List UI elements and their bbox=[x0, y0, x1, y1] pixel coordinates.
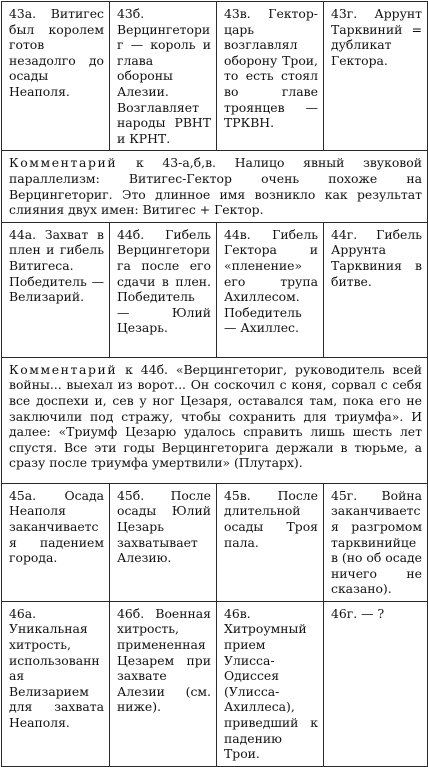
comment-label: Комментарий bbox=[9, 155, 118, 171]
comment-cell bbox=[2, 357, 428, 483]
table-cell: 44а. Захват в плен и гибель Витигеса. Победитель — Велизарий. bbox=[2, 222, 110, 357]
comment-label: Комментарий bbox=[9, 361, 118, 377]
comment-cell bbox=[2, 151, 428, 222]
table-cell: 45а. Осада Неаполя заканчивается падением города. bbox=[2, 483, 110, 601]
table-row bbox=[2, 601, 428, 766]
table-cell: 43в. Гектор-царь возглавлял оборону Трои, то есть стоял во главе троянцев — ТРКВН. bbox=[217, 2, 324, 151]
table-row bbox=[2, 483, 428, 601]
table-row bbox=[2, 2, 428, 151]
table-cell: 45б. После осады Юлий Цезарь захватывает Алезию. bbox=[110, 483, 217, 601]
document-page bbox=[1, 1, 427, 762]
table-cell: 46б. Военная хитрость, примененная Цезарем при захвате Алезии (см. ниже). bbox=[110, 601, 217, 766]
comment-text: к 44б. «Верцингеториг, руководитель всей войны... выехал из ворот... Он соскочил с коня, сорвал с себя все доспехи и, сев у ног Цезаря, оставался там, пока его не заключили под стражу, чтобы сохранить для триумфа». И далее: «Триумф Цезарю удалось справить лишь шесть лет спустя. Все эти годы Верцингеторига держали в тюрьме, а сразу после триумфа умертвили» (Плутарх). bbox=[9, 361, 422, 471]
table-cell: 43а. Витигес был королем готов незадолго до осады Неаполя. bbox=[2, 2, 110, 151]
table-cell: 46г. — ? bbox=[324, 601, 428, 766]
table-cell: 43б. Верцингеториг — король и глава обороны Алезии. Возглавляет народы РВНТ и КРНТ. bbox=[110, 2, 217, 151]
table-row bbox=[2, 222, 428, 357]
comment-row bbox=[2, 151, 428, 222]
comment-text: к 43-а,б,в. Налицо явный звуковой параллелизм: Витигес-Гектор очень похоже на Верцингеториг. Это длинное имя возникло как результат слияния двух имен: Витигес + Гектор. bbox=[9, 155, 422, 218]
table-cell: 45в. После длительной осады Троя пала. bbox=[217, 483, 324, 601]
table-cell: 44в. Гибель Гектора и «пленение» его трупа Ахиллесом. Победитель — Ахиллес. bbox=[217, 222, 324, 357]
table-cell: 46а. Уникальная хитрость, использованная Велизарием для захвата Неаполя. bbox=[2, 601, 110, 766]
table-cell: 44б. Гибель Верцингеторига после его сдачи в плен. Победитель — Юлий Цезарь. bbox=[110, 222, 217, 357]
table-cell: 46в. Хитроумный прием Улисса-Одиссея (Улисса-Ахиллеса), приведший к падению Трои. bbox=[217, 601, 324, 766]
comparison-table bbox=[1, 1, 428, 767]
table-cell: 45г. Война заканчивается разгромом тарквинийцев (но об осаде ничего не сказано). bbox=[324, 483, 428, 601]
table-cell: 43г. Аррунт Тарквиний = дубликат Гектора. bbox=[324, 2, 428, 151]
table-cell: 44г. Гибель Аррунта Тарквиния в битве. bbox=[324, 222, 428, 357]
comment-row bbox=[2, 357, 428, 483]
